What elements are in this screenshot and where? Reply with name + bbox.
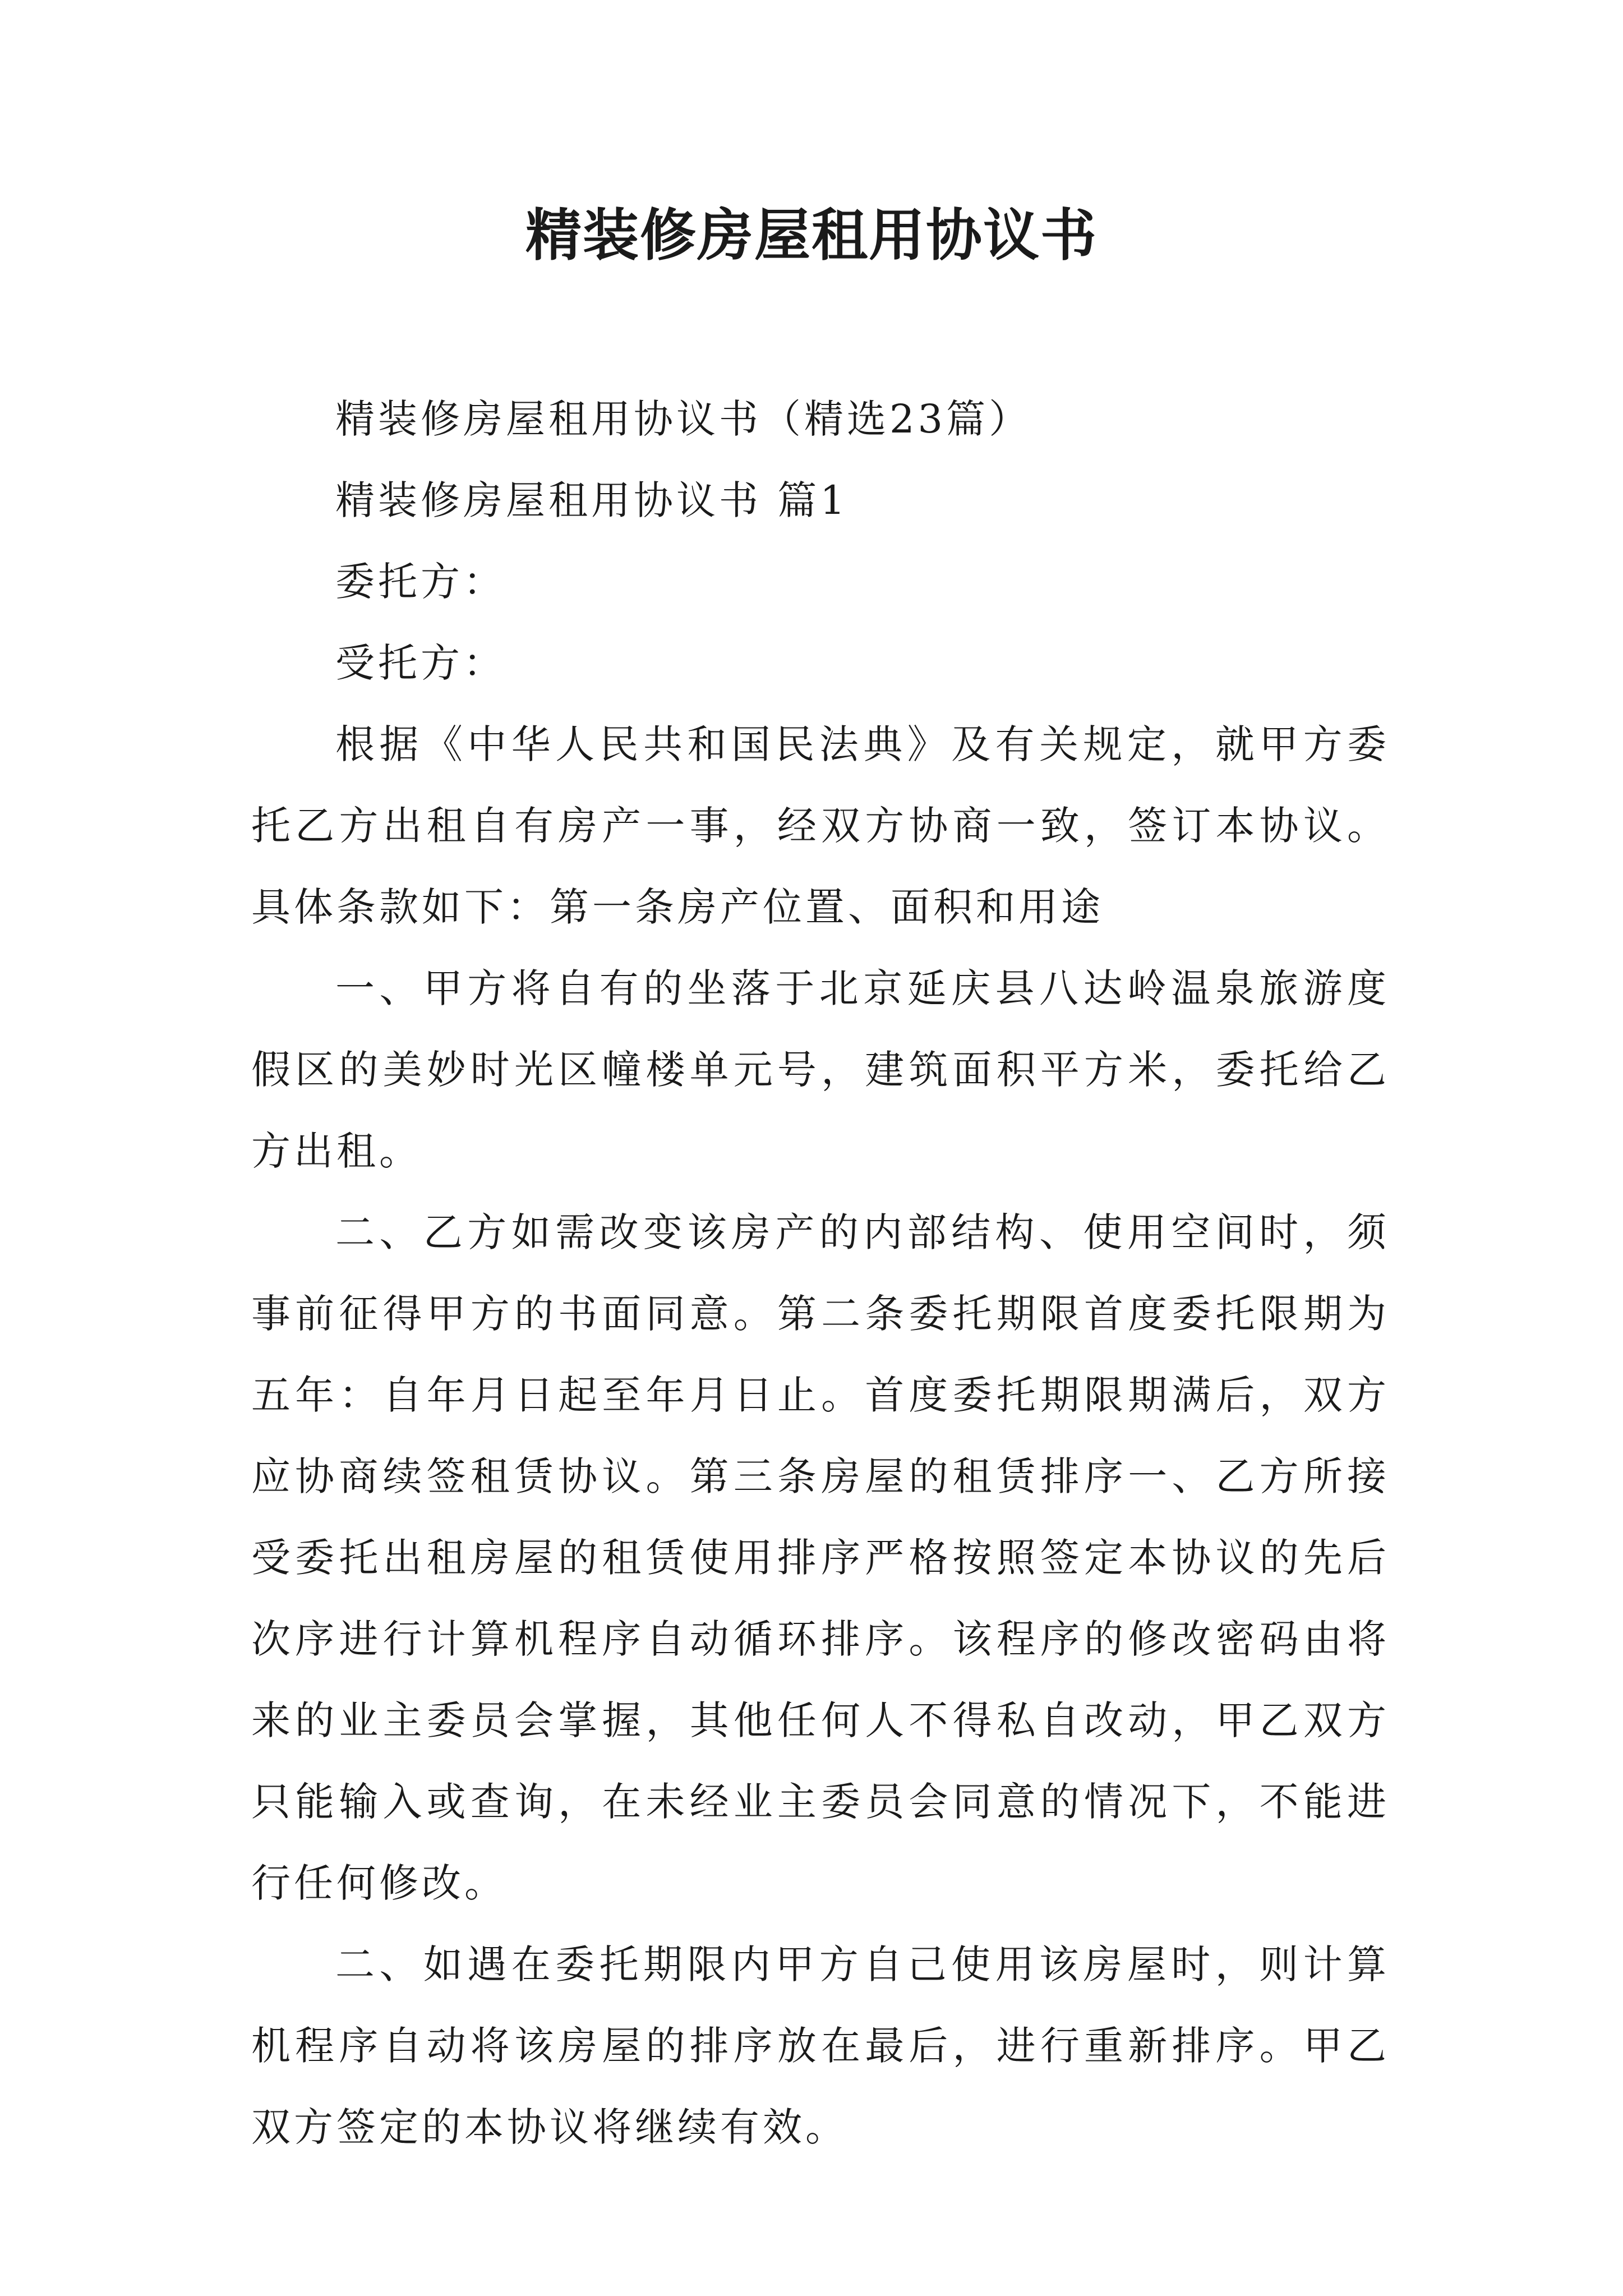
document-title: 精装修房屋租用协议书: [525, 203, 1098, 268]
body-paragraph: 二、如遇在委托期限内甲方自己使用该房屋时，则计算机程序自动将该房屋的排序放在最后，进行重新排序。甲乙双方签定的本协议将继续有效。: [251, 1941, 1390, 2150]
agent-party-line: 受托方：: [335, 640, 506, 686]
body-paragraph: 根据《中华人民共和国民法典》及有关规定，就甲方委托乙方出租自有房产一事，经双方协商一致，签订本协议。具体条款如下：第一条房产位置、面积和用途: [251, 721, 1390, 930]
body-paragraph: 二、乙方如需改变该房产的内部结构、使用空间时，须事前征得甲方的书面同意。第二条委托期限首度委托限期为五年：自年月日起至年月日止。首度委托期限期满后，双方应协商续签租赁协议。第三条房屋的租赁排序一、乙方所接受委托出租房屋的租赁使用排序严格按照签定本协议的先后次序进行计算机程序自动循环排序。该程序的修改密码由将来的业主委员会掌握，其他任何人不得私自改动，甲乙双方只能输入或查询，在未经业主委员会同意的情况下，不能进行任何修改。: [251, 1209, 1390, 1906]
subtitle-paragraph: 精装修房屋租用协议书（精选23篇）: [335, 396, 1032, 442]
body-paragraph: 一、甲方将自有的坐落于北京延庆县八达岭温泉旅游度假区的美妙时光区幢楼单元号，建筑面积平方米，委托给乙方出租。: [251, 965, 1390, 1174]
principal-party-line: 委托方：: [335, 559, 506, 605]
document-body: [251, 379, 1390, 2168]
section-heading: 精装修房屋租用协议书 篇1: [335, 477, 849, 523]
